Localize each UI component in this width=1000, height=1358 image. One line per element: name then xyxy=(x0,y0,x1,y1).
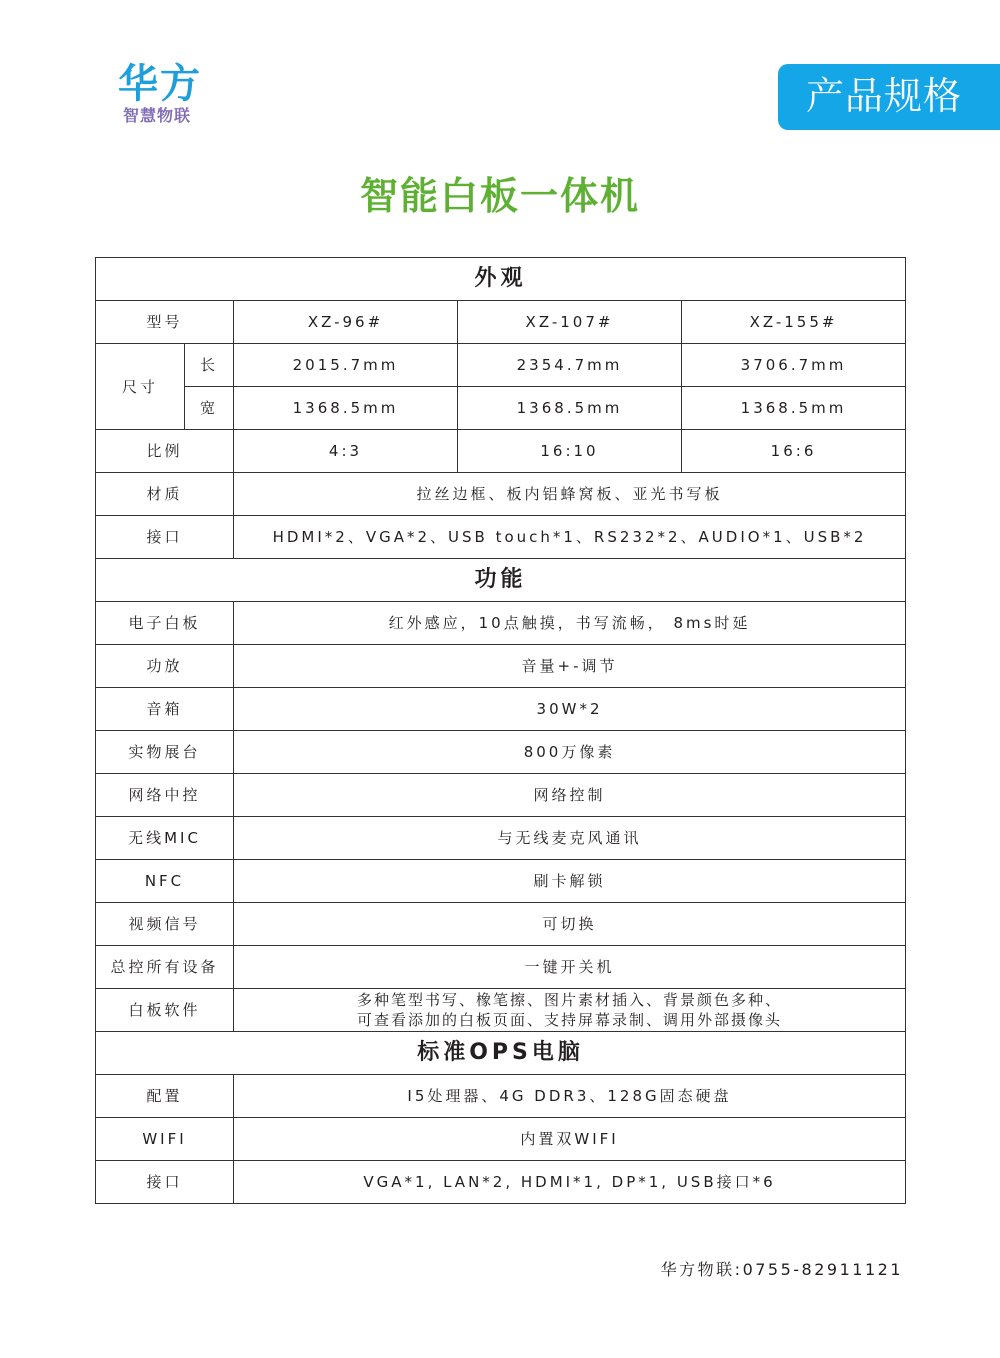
cell-value: 拉丝边框、板内铝蜂窝板、亚光书写板 xyxy=(234,473,906,516)
sub-label: 长 xyxy=(185,344,234,387)
row-label: 功放 xyxy=(96,645,234,688)
row-label: 材质 xyxy=(96,473,234,516)
row-label: 比例 xyxy=(96,430,234,473)
row-label: 音箱 xyxy=(96,688,234,731)
spec-table xyxy=(95,257,906,1204)
table-row xyxy=(96,688,906,731)
cell-value: 1368.5mm xyxy=(682,387,906,430)
company-logo xyxy=(118,62,218,126)
cell-value: 网络控制 xyxy=(234,774,906,817)
cell-value: 1368.5mm xyxy=(458,387,682,430)
cell-value: 16:6 xyxy=(682,430,906,473)
table-row xyxy=(96,817,906,860)
cell-value: 2015.7mm xyxy=(234,344,458,387)
table-row xyxy=(96,903,906,946)
section-functions: 功能 xyxy=(96,559,906,602)
spec-badge xyxy=(778,64,1000,130)
cell-value: XZ-96# xyxy=(234,301,458,344)
row-label: 电子白板 xyxy=(96,602,234,645)
section-row xyxy=(96,559,906,602)
section-appearance: 外观 xyxy=(96,258,906,301)
table-row xyxy=(96,473,906,516)
cell-value: 2354.7mm xyxy=(458,344,682,387)
software-line-1: 多种笔型书写、橡笔擦、图片素材插入、背景颜色多种、 xyxy=(357,991,783,1009)
row-label: 无线MIC xyxy=(96,817,234,860)
cell-value: 800万像素 xyxy=(234,731,906,774)
section-row xyxy=(96,258,906,301)
table-row xyxy=(96,516,906,559)
page-title: 智能白板一体机 xyxy=(359,174,640,218)
footer-contact: 华方物联:0755-82911121 xyxy=(660,1260,903,1279)
row-label: 接口 xyxy=(96,1161,234,1204)
row-label: 接口 xyxy=(96,516,234,559)
cell-value: 可切换 xyxy=(234,903,906,946)
cell-value: XZ-155# xyxy=(682,301,906,344)
row-label: 配置 xyxy=(96,1075,234,1118)
table-row xyxy=(96,1118,906,1161)
cell-value: 一键开关机 xyxy=(234,946,906,989)
cell-value: 内置双WIFI xyxy=(234,1118,906,1161)
cell-value: XZ-107# xyxy=(458,301,682,344)
cell-value: I5处理器、4G DDR3、128G固态硬盘 xyxy=(234,1075,906,1118)
cell-value: 音量+-调节 xyxy=(234,645,906,688)
section-row xyxy=(96,1032,906,1075)
cell-value: 3706.7mm xyxy=(682,344,906,387)
table-row xyxy=(96,301,906,344)
section-ops: 标准OPS电脑 xyxy=(96,1032,906,1075)
row-label: 视频信号 xyxy=(96,903,234,946)
cell-value: HDMI*2、VGA*2、USB touch*1、RS232*2、AUDIO*1、USB*2 xyxy=(234,516,906,559)
table-row xyxy=(96,1161,906,1204)
cell-value: 1368.5mm xyxy=(234,387,458,430)
spec-badge-label: 产品规格 xyxy=(806,74,963,118)
row-label: 总控所有设备 xyxy=(96,946,234,989)
logo-main-text: 华方 xyxy=(118,61,202,107)
table-row xyxy=(96,860,906,903)
row-label: 尺寸 xyxy=(96,344,185,430)
table-row xyxy=(96,387,906,430)
row-label: 网络中控 xyxy=(96,774,234,817)
logo-sub-text: 智慧物联 xyxy=(123,106,192,125)
table-row xyxy=(96,774,906,817)
cell-value: 与无线麦克风通讯 xyxy=(234,817,906,860)
table-row xyxy=(96,946,906,989)
sub-label: 宽 xyxy=(185,387,234,430)
table-row xyxy=(96,1075,906,1118)
table-row xyxy=(96,645,906,688)
cell-value: 红外感应，10点触摸，书写流畅， 8ms时延 xyxy=(234,602,906,645)
cell-value: 刷卡解锁 xyxy=(234,860,906,903)
software-line-2: 可查看添加的白板页面、支持屏幕录制、调用外部摄像头 xyxy=(357,1011,783,1029)
row-label: WIFI xyxy=(96,1118,234,1161)
cell-value: VGA*1, LAN*2, HDMI*1, DP*1, USB接口*6 xyxy=(234,1161,906,1204)
cell-value: 16:10 xyxy=(458,430,682,473)
table-row xyxy=(96,989,906,1032)
table-row xyxy=(96,731,906,774)
table-row xyxy=(96,430,906,473)
table-row xyxy=(96,344,906,387)
row-label: NFC xyxy=(96,860,234,903)
table-row xyxy=(96,602,906,645)
cell-value: 30W*2 xyxy=(234,688,906,731)
software-cell xyxy=(234,989,906,1032)
cell-value: 4:3 xyxy=(234,430,458,473)
row-label: 实物展台 xyxy=(96,731,234,774)
row-label: 型号 xyxy=(96,301,234,344)
row-label: 白板软件 xyxy=(96,989,234,1032)
